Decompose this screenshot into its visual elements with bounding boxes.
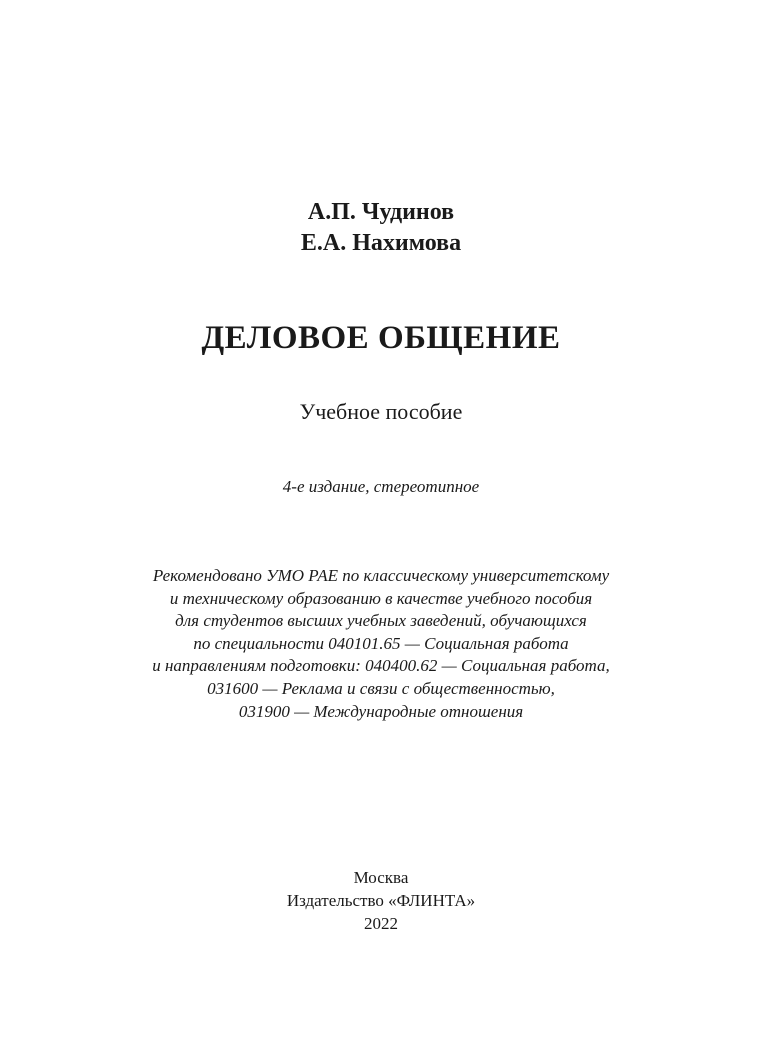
recommendation-line: и направлениям подготовки: 040400.62 — Социальная работа, [152, 656, 610, 676]
recommendation-block [0, 565, 762, 723]
recommendation-line: Рекомендовано УМО РАЕ по классическому университетскому [152, 566, 610, 585]
recommendation-line: для студентов высших учебных заведений, обучающихся [175, 611, 587, 631]
book-subtitle: Учебное пособие [299, 399, 463, 424]
imprint-publisher: Издательство «ФЛИНТА» [286, 891, 476, 910]
book-title: ДЕЛОВОЕ ОБЩЕНИЕ [201, 320, 561, 356]
recommendation-line: и техническому образованию в качестве учебного пособия [169, 588, 593, 608]
imprint-block [0, 866, 762, 935]
author-name: Е.А. Нахимова [300, 230, 462, 256]
imprint-year: 2022 [364, 914, 398, 933]
recommendation-line: по специальности 040101.65 — Социальная работа [193, 633, 569, 653]
imprint-city: Москва [353, 868, 409, 887]
author-name: А.П. Чудинов [307, 199, 455, 225]
recommendation-line: 031900 — Международные отношения [238, 701, 524, 721]
recommendation-line: 031600 — Реклама и связи с общественностью, [207, 678, 555, 698]
edition-note: 4-е издание, стереотипное [282, 477, 480, 496]
